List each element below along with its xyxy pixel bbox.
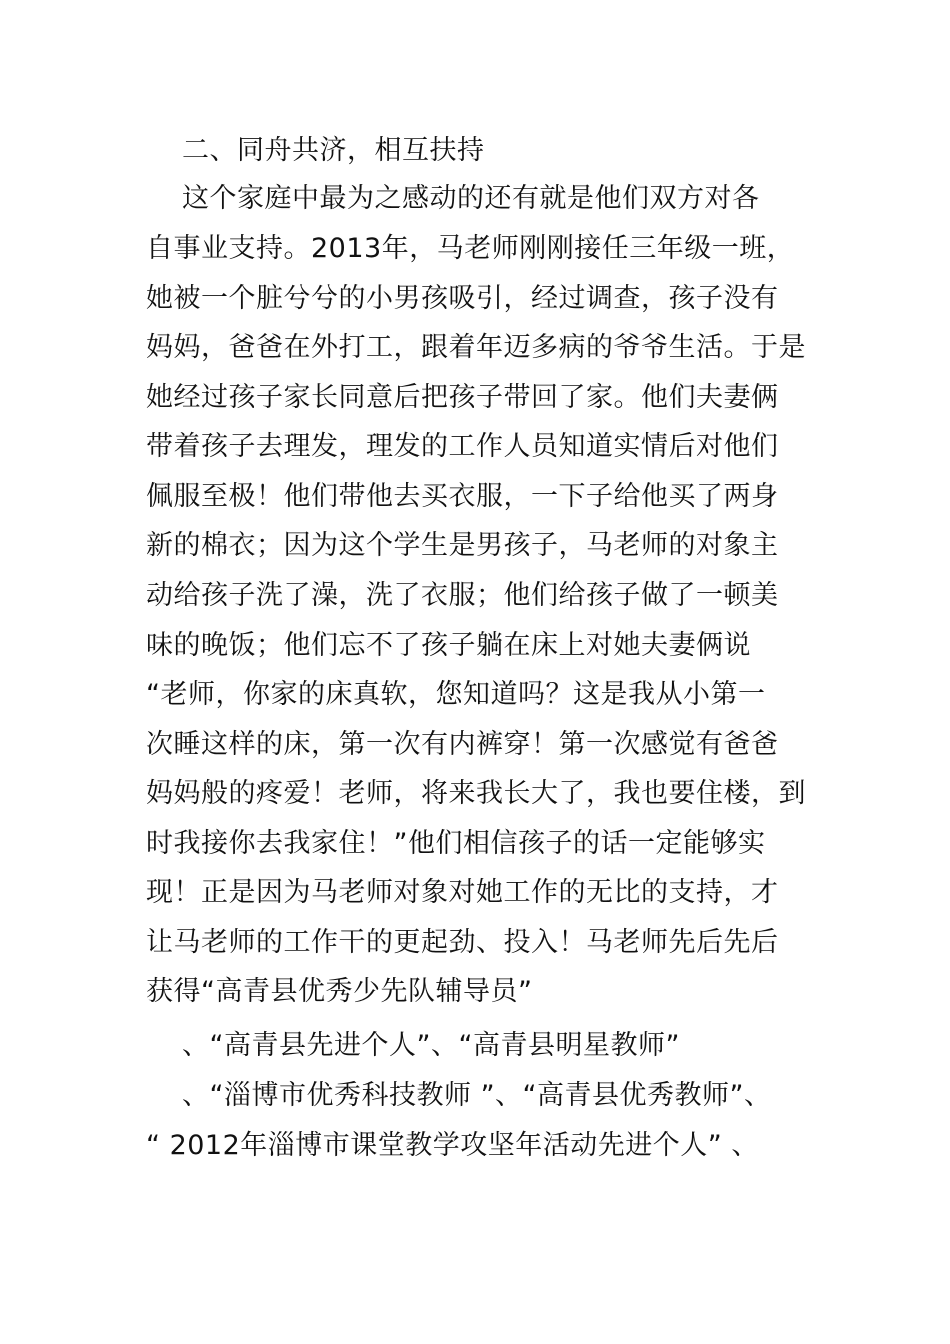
paragraph-line: 她经过孩子家长同意后把孩子带回了家。他们夫妻俩 [146,382,779,413]
paragraph-line: 获得“高青县优秀少先队辅导员” [146,976,533,1007]
paragraph-line: “老师，你家的床真软，您知道吗？这是我从小第一 [146,679,766,710]
award-line: 、“淄博市优秀科技教师 ”、“高青县优秀教师”、 [182,1080,772,1111]
paragraph-line: 味的晚饭；他们忘不了孩子躺在床上对她夫妻俩说 [146,630,751,661]
paragraph-line: 让马老师的工作干的更起劲、投入！马老师先后先后 [146,927,779,958]
paragraph-line: 新的棉衣；因为这个学生是男孩子，马老师的对象主 [146,530,779,561]
paragraph-line: 时我接你去我家住！”他们相信孩子的话一定能够实 [146,828,766,859]
paragraph-line: 现！正是因为马老师对象对她工作的无比的支持，才 [146,877,779,908]
paragraph-line: 动给孩子洗了澡，洗了衣服；他们给孩子做了一顿美 [146,580,779,611]
paragraph-line: 次睡这样的床，第一次有内裤穿！第一次感觉有爸爸 [146,729,779,760]
award-line: “ 2012年淄博市课堂教学攻坚年活动先进个人” 、 [146,1130,759,1161]
section-heading: 二、同舟共济，相互扶持 [182,135,485,166]
paragraph-line: 妈妈，爸爸在外打工，跟着年迈多病的爷爷生活。于是 [146,332,806,363]
paragraph-line: 这个家庭中最为之感动的还有就是他们双方对各 [182,183,760,214]
paragraph-line: 带着孩子去理发，理发的工作人员知道实情后对他们 [146,431,779,462]
paragraph-line: 妈妈般的疼爱！老师，将来我长大了，我也要住楼，到 [146,778,806,809]
paragraph-line: 自事业支持。2013年，马老师刚刚接任三年级一班， [146,233,795,264]
paragraph-line: 她被一个脏兮兮的小男孩吸引，经过调查，孩子没有 [146,283,779,314]
award-line: 、“高青县先进个人”、“高青县明星教师” [182,1030,680,1061]
paragraph-line: 佩服至极！他们带他去买衣服，一下子给他买了两身 [146,481,779,512]
